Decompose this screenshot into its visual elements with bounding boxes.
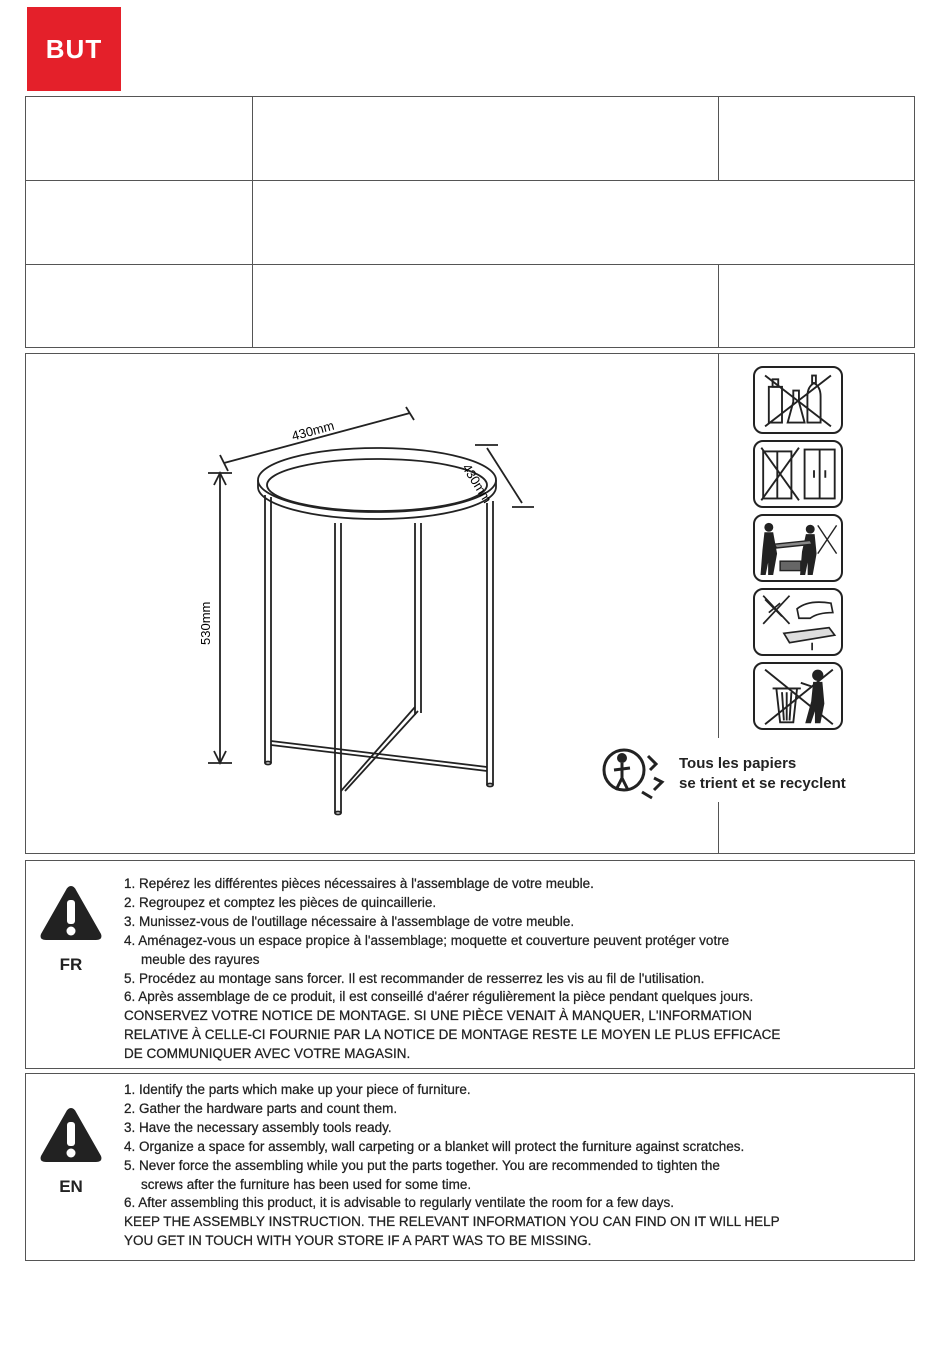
- fr-step-5: 5. Procédez au montage sans forcer. Il est recommander de resserrez les vis au fil de l'utilisation.: [124, 970, 705, 986]
- header-table: [25, 96, 915, 348]
- en-instructions: [124, 1081, 904, 1251]
- header-col-divider-2b: [718, 264, 719, 348]
- fr-step-4: 4. Aménagez-vous un espace propice à l'assemblage; moquette et couverture peuvent protéger votre: [124, 932, 730, 948]
- fr-notice-2: RELATIVE À CELLE-CI FOURNIE PAR LA NOTICE DE MONTAGE RESTE LE MOYEN LE PLUS EFFICACE: [124, 1027, 781, 1043]
- depth-dimension-label: 430mm: [459, 461, 495, 506]
- no-chemicals-icon: [753, 366, 843, 434]
- recycle-line-1: Tous les papiers: [679, 755, 797, 772]
- en-warning: [38, 1104, 104, 1197]
- en-step-3: 3. Have the necessary assembly tools ready.: [124, 1119, 392, 1135]
- en-step-5: 5. Never force the assembling while you put the parts together. You are recommended to tighten the: [124, 1157, 720, 1173]
- recycle-notice: [679, 754, 846, 794]
- en-step-5-cont: screws after the furniture has been used for some time.: [141, 1176, 472, 1192]
- fr-language-label: FR: [59, 955, 83, 974]
- brand-logo: BUT: [27, 7, 121, 91]
- en-step-6: 6. After assembling this product, it is advisable to regularly ventilate the room for a few days.: [124, 1195, 675, 1211]
- fr-step-3: 3. Munissez-vous de l'outillage nécessaire à l'assemblage de votre meuble.: [124, 913, 575, 929]
- fr-step-1: 1. Repérez les différentes pièces nécessaires à l'assemblage de votre meuble.: [124, 876, 594, 891]
- no-sharp-objects-icon: [753, 588, 843, 656]
- en-step-1: 1. Identify the parts which make up your piece of furniture.: [124, 1082, 471, 1097]
- en-step-4: 4. Organize a space for assembly, wall carpeting or a blanket will protect the furniture against scratches.: [124, 1138, 745, 1154]
- triman-recycle-icon: [602, 742, 668, 800]
- no-humidity-icon: [753, 440, 843, 508]
- en-notice-2: YOU GET IN TOUCH WITH YOUR STORE IF A PART WAS TO BE MISSING.: [124, 1233, 592, 1249]
- fr-step-6: 6. Après assemblage de ce produit, il est conseillé d'aérer régulièrement la pièce pendant quelques jours.: [124, 989, 754, 1005]
- product-col-divider-top: [718, 353, 719, 738]
- fr-instructions: [124, 875, 904, 1064]
- product-drawing: [180, 395, 540, 835]
- fr-step-4-cont: meuble des rayures: [141, 951, 260, 967]
- fr-warning: [38, 882, 104, 975]
- assemble-with-two-people-icon: [753, 514, 843, 582]
- fr-notice-3: DE COMMUNIQUER AVEC VOTRE MAGASIN.: [124, 1046, 411, 1062]
- header-row-divider-2: [25, 264, 915, 265]
- header-col-divider-2a: [718, 96, 719, 180]
- warning-icon: [38, 1104, 104, 1166]
- warning-icon: [38, 882, 104, 944]
- side-table-illustration: [180, 395, 540, 835]
- en-notice-1: KEEP THE ASSEMBLY INSTRUCTION. THE RELEVANT INFORMATION YOU CAN FIND ON IT WILL HELP: [124, 1214, 780, 1230]
- header-col-divider-1: [252, 96, 253, 348]
- height-dimension-label: 530mm: [198, 601, 213, 645]
- en-language-label: EN: [59, 1177, 83, 1196]
- product-col-divider-bottom: [718, 802, 719, 854]
- width-dimension-label: 430mm: [290, 417, 336, 444]
- no-littering-icon: [753, 662, 843, 730]
- en-step-2: 2. Gather the hardware parts and count them.: [124, 1100, 398, 1116]
- header-row-divider-1: [25, 180, 915, 181]
- fr-step-2: 2. Regroupez et comptez les pièces de quincaillerie.: [124, 894, 437, 910]
- recycle-line-2: se trient et se recyclent: [679, 775, 846, 792]
- fr-notice-1: CONSERVEZ VOTRE NOTICE DE MONTAGE. SI UNE PIÈCE VENAIT À MANQUER, L'INFORMATION: [124, 1008, 752, 1024]
